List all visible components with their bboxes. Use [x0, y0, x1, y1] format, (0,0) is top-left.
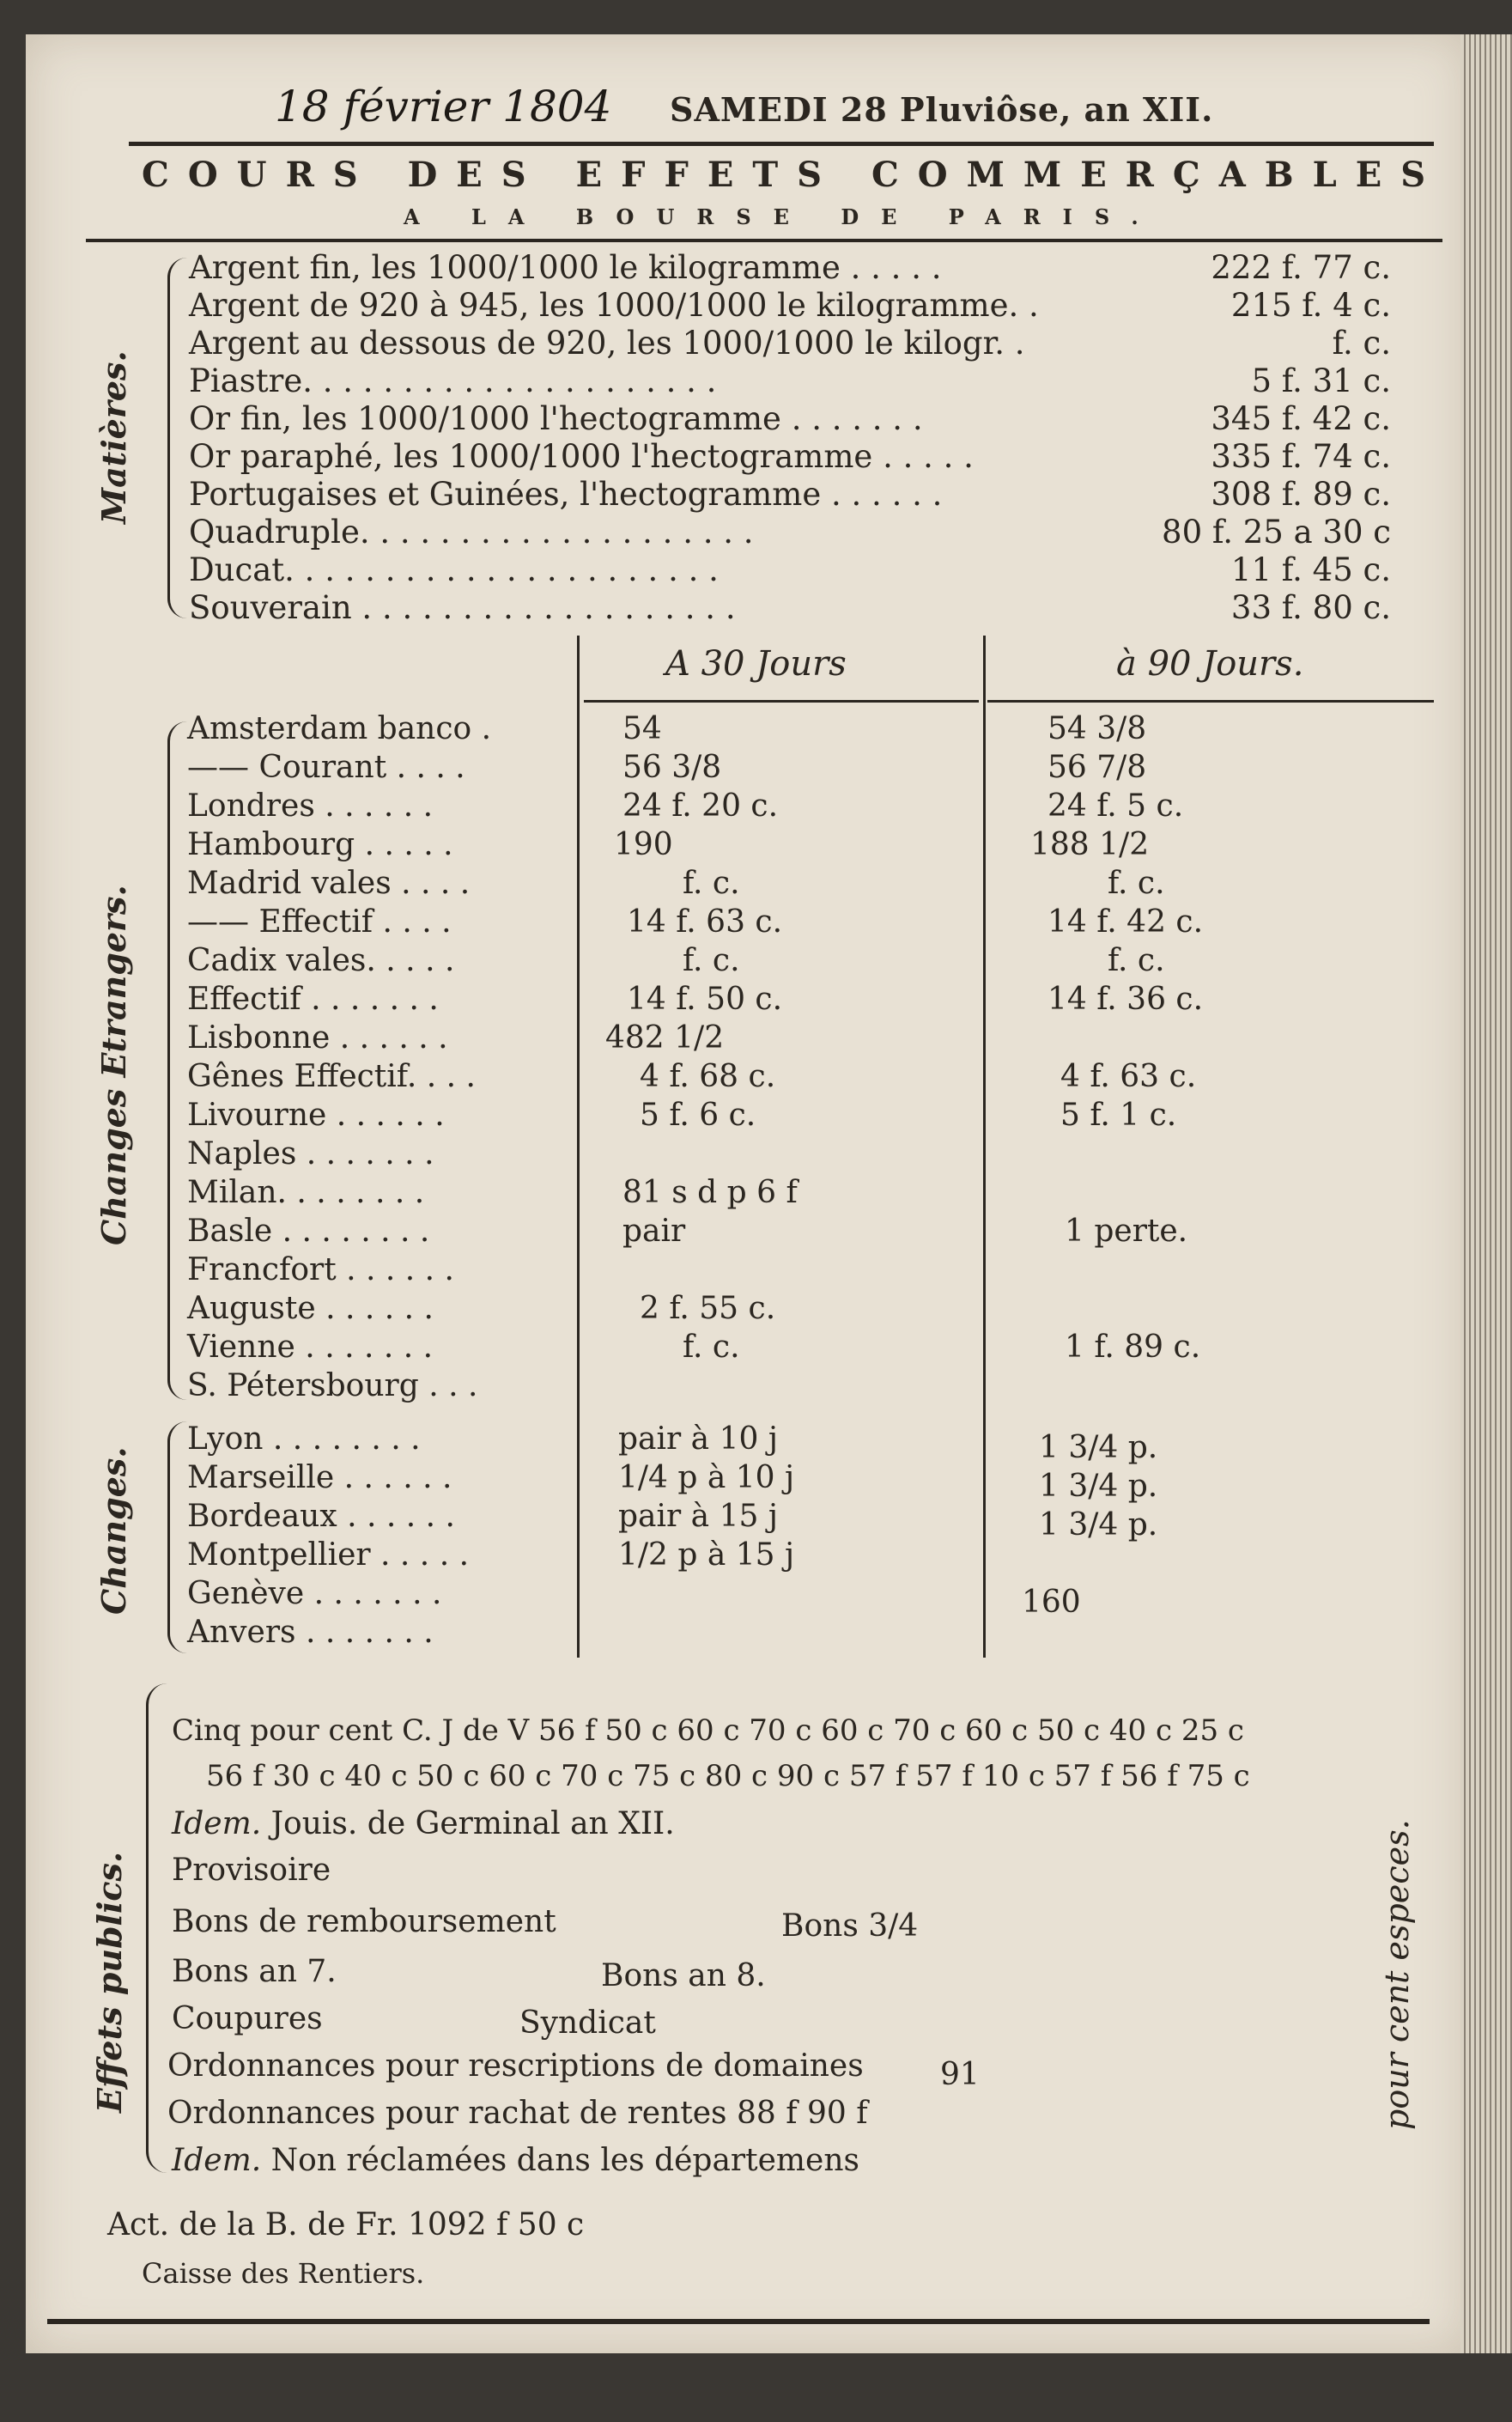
place-label: Montpellier . . . . .: [187, 1537, 470, 1573]
place-label: Londres . . . . . .: [187, 788, 434, 824]
row-label: Piastre. . . . . . . . . . . . . . . . . . . . .: [189, 362, 717, 399]
rate-30: 81 s d p 6 f: [622, 1175, 798, 1210]
cinq-pour-cent-line: Cinq pour cent C. J de V 56 f 50 c 60 c 70 c 60 c 70 c 60 c 50 c 40 c 25 c: [172, 1713, 1244, 1748]
rate-90: f. c.: [1108, 943, 1165, 978]
idem-text: Jouis. de Germinal an XII.: [270, 1806, 675, 1841]
rate-90: f. c.: [1108, 866, 1165, 901]
rate-30: 14 f. 63 c.: [627, 904, 783, 940]
rate-30: 5 f. 6 c.: [640, 1098, 756, 1133]
place-label: Lyon . . . . . . . .: [187, 1421, 421, 1457]
row-label: Portugaises et Guinées, l'hectogramme . . . . . .: [189, 476, 943, 513]
caisse-rentiers: Caisse des Rentiers.: [142, 2257, 425, 2290]
side-label-pour-cent: pour cent especes.: [1378, 1819, 1416, 2130]
bons-an-7: Bons an 7.: [172, 1954, 337, 1989]
place-label: Basle . . . . . . . .: [187, 1214, 430, 1249]
column-rule-left: [577, 636, 580, 1658]
ordonnances-rentes: Ordonnances pour rachat de rentes 88 f 90 f: [167, 2096, 868, 2131]
table-row: [189, 362, 1425, 401]
row-value: 11 f. 45 c.: [1230, 551, 1391, 588]
section-label-effets-publics: Effets publics.: [90, 1851, 129, 2113]
bottom-rule: [47, 2319, 1430, 2324]
row-value: 5 f. 31 c.: [1251, 362, 1391, 399]
rate-90: 1 perte.: [1065, 1214, 1188, 1249]
table-row: [189, 551, 1425, 590]
header-underline-30: [584, 700, 979, 703]
place-label: Livourne . . . . . .: [187, 1098, 445, 1133]
table-row: [189, 476, 1425, 514]
table-row: [189, 325, 1425, 363]
rate-30: 14 f. 50 c.: [627, 982, 783, 1017]
page-subtitle: A LA BOURSE DE PARIS.: [404, 204, 1161, 229]
rate-30: f. c.: [683, 1330, 740, 1365]
brace-changes-etrangers: [167, 721, 187, 1400]
cinq-pour-cent-line-2: 56 f 30 c 40 c 50 c 60 c 70 c 75 c 80 c 90 c 57 f 57 f 10 c 57 f 56 f 75 c: [206, 1759, 1250, 1793]
rate-30: 4 f. 68 c.: [640, 1059, 776, 1094]
bons-remboursement: Bons de remboursement: [172, 1904, 556, 1939]
rate-30: pair à 15 j: [618, 1499, 778, 1534]
section-label-changes-etrangers: Changes Etrangers.: [94, 885, 133, 1245]
place-label: —— Effectif . . . .: [187, 904, 452, 940]
actions-banque-france: Act. de la B. de Fr. 1092 f 50 c: [107, 2207, 585, 2242]
row-label: Quadruple. . . . . . . . . . . . . . . . . . . .: [189, 514, 754, 551]
row-value: 215 f. 4 c.: [1230, 287, 1391, 324]
rate-30: 24 f. 20 c.: [622, 788, 779, 824]
rate-30: f. c.: [683, 943, 740, 978]
idem2-text: Non réclamées dans les départemens: [270, 2143, 860, 2178]
place-label: Vienne . . . . . . .: [187, 1330, 434, 1365]
handwritten-date: 18 février 1804: [275, 82, 612, 131]
rate-90: 1 3/4 p.: [1039, 1469, 1158, 1504]
place-label: —— Courant . . . .: [187, 750, 465, 785]
brace-effets-publics: [146, 1683, 167, 2173]
syndicat: Syndicat: [519, 2005, 656, 2041]
idem-non-reclamees: [172, 2143, 859, 2178]
rate-90: 188 1/2: [1030, 827, 1150, 862]
row-label: Or fin, les 1000/1000 l'hectogramme . . . . . . .: [189, 400, 923, 437]
row-label: Argent fin, les 1000/1000 le kilogramme . . . . .: [189, 249, 942, 286]
page-edges: [1460, 34, 1512, 2353]
rate-30: 482 1/2: [605, 1020, 725, 1056]
rate-30: 2 f. 55 c.: [640, 1291, 776, 1326]
header-rule: [86, 239, 1442, 242]
row-label: Souverain . . . . . . . . . . . . . . . . . . .: [189, 589, 736, 626]
place-label: Auguste . . . . . .: [187, 1291, 434, 1326]
rate-90: 1 3/4 p.: [1039, 1507, 1158, 1543]
rate-90: 1 f. 89 c.: [1065, 1330, 1201, 1365]
idem-label: Idem.: [172, 1806, 262, 1841]
place-label: Anvers . . . . . . .: [187, 1615, 434, 1650]
ordonnances-domaines: Ordonnances pour rescriptions de domaines: [167, 2048, 864, 2084]
place-label: Cadix vales. . . . .: [187, 943, 455, 978]
coupures: Coupures: [172, 2001, 323, 2036]
place-label: Naples . . . . . . .: [187, 1136, 434, 1171]
idem2-label: Idem.: [172, 2143, 262, 2178]
column-header-90-days: à 90 Jours.: [1116, 644, 1304, 684]
place-label: Effectif . . . . . . .: [187, 982, 439, 1017]
column-rule-right: [983, 636, 986, 1658]
section-label-matieres: Matières.: [94, 350, 133, 524]
rate-90: 4 f. 63 c.: [1060, 1059, 1197, 1094]
bons-an-8: Bons an 8.: [601, 1958, 766, 1993]
idem-jouis: [172, 1806, 675, 1841]
place-label: Hambourg . . . . .: [187, 827, 453, 862]
brace-matieres: [167, 258, 187, 618]
row-label: Ducat. . . . . . . . . . . . . . . . . . . . . .: [189, 551, 719, 588]
row-value: f. c.: [1332, 325, 1391, 362]
rate-30: 54: [622, 711, 662, 746]
row-value: 335 f. 74 c.: [1211, 438, 1391, 475]
place-label: Francfort . . . . . .: [187, 1252, 454, 1287]
place-label: Madrid vales . . . .: [187, 866, 471, 901]
header-underline-90: [987, 700, 1434, 703]
place-label: Genève . . . . . . .: [187, 1576, 442, 1611]
rate-90: 1 3/4 p.: [1039, 1430, 1158, 1465]
table-row: [189, 438, 1425, 477]
rate-30: pair: [622, 1214, 686, 1249]
table-row: [189, 514, 1425, 552]
bons-trois-quarts: Bons 3/4: [781, 1908, 919, 1944]
row-value: 308 f. 89 c.: [1211, 476, 1391, 513]
ordonnances-domaines-value: 91: [940, 2057, 980, 2092]
rate-90: 160: [1022, 1585, 1081, 1620]
place-label: Milan. . . . . . . .: [187, 1175, 425, 1210]
provisoire: Provisoire: [172, 1853, 331, 1888]
rate-90: 14 f. 42 c.: [1047, 904, 1204, 940]
rate-30: 190: [614, 827, 673, 862]
rate-30: 1/4 p à 10 j: [618, 1460, 795, 1495]
column-header-30-days: A 30 Jours: [665, 644, 847, 684]
section-label-changes: Changes.: [94, 1446, 133, 1615]
brace-changes: [167, 1421, 187, 1653]
place-label: Amsterdam banco .: [187, 711, 492, 746]
place-label: S. Pétersbourg . . .: [187, 1368, 478, 1403]
row-label: Argent de 920 à 945, les 1000/1000 le kilogramme. .: [189, 287, 1039, 324]
table-row: [189, 400, 1425, 439]
rate-30: 56 3/8: [622, 750, 722, 785]
page-title: COURS DES EFFETS COMMERÇABLES: [142, 155, 1445, 195]
row-value: 80 f. 25 a 30 c: [1162, 514, 1391, 551]
table-row: [189, 249, 1425, 288]
row-value: 33 f. 80 c.: [1230, 589, 1391, 626]
row-value: 222 f. 77 c.: [1211, 249, 1391, 286]
rate-90: 5 f. 1 c.: [1060, 1098, 1177, 1133]
place-label: Lisbonne . . . . . .: [187, 1020, 448, 1056]
place-label: Bordeaux . . . . . .: [187, 1499, 455, 1534]
rate-30: pair à 10 j: [618, 1421, 778, 1457]
table-row: [189, 287, 1425, 326]
place-label: Gênes Effectif. . . .: [187, 1059, 476, 1094]
top-rule: [129, 142, 1434, 146]
place-label: Marseille . . . . . .: [187, 1460, 452, 1495]
row-value: 345 f. 42 c.: [1211, 400, 1391, 437]
row-label: Or paraphé, les 1000/1000 l'hectogramme . . . . .: [189, 438, 974, 475]
rate-90: 56 7/8: [1047, 750, 1147, 785]
rate-90: 14 f. 36 c.: [1047, 982, 1204, 1017]
rate-90: 24 f. 5 c.: [1047, 788, 1184, 824]
printed-date: SAMEDI 28 Pluviôse, an XII.: [670, 90, 1214, 129]
row-label: Argent au dessous de 920, les 1000/1000 le kilogr. .: [189, 325, 1025, 362]
rate-30: 1/2 p à 15 j: [618, 1537, 795, 1573]
rate-30: f. c.: [683, 866, 740, 901]
rate-90: 54 3/8: [1047, 711, 1147, 746]
table-row: [189, 589, 1425, 628]
